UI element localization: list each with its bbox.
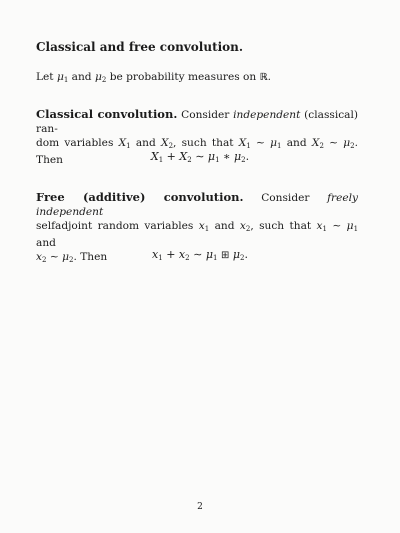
section-title: Classical and free convolution. (36, 40, 244, 54)
intro-let: Let (36, 71, 54, 83)
intro-paragraph: Let $\mu_1$ and $\mu_2$ be probability measures on ℝ. (36, 71, 271, 84)
reals-symbol: ℝ (259, 72, 268, 83)
free-heading: Free (additive) convolution. (36, 190, 244, 204)
free-equation: $x_1 + x_2$ ∼ $\mu_1$ ⊞ $\mu_2$. (152, 248, 248, 262)
mu1: $\mu_1$ (56, 71, 69, 84)
intro-and: and (71, 71, 92, 83)
page-number: 2 (197, 502, 203, 512)
classical-paragraph: Classical convolution. Consider independent (classical) ran- dom variables $X_1$ and $X_2$, such that $X_1$ ∼ $\mu_1$ and $X_2$ ∼ $\mu_2$. Then (36, 107, 358, 166)
classical-equation: $X_1 + X_2$ ∼ $\mu_1$ ∗ $\mu_2$. (150, 150, 250, 164)
classical-heading: Classical convolution. (36, 107, 178, 121)
free-paragraph: Free (additive) convolution. Consider freely independent selfadjoint random variables $x_1$ and $x_2$, such that $x_1$ ∼ $\mu_1$ and $x_2$ ∼ $\mu_2$. Then (36, 190, 359, 264)
boxplus-symbol: ⊞ (220, 250, 230, 261)
mu2: $\mu_2$ (94, 71, 107, 84)
intro-rest: be probability measures on (109, 71, 257, 83)
freely-independent-emph: freely independent (36, 192, 358, 218)
independent-emph: independent (233, 109, 301, 121)
